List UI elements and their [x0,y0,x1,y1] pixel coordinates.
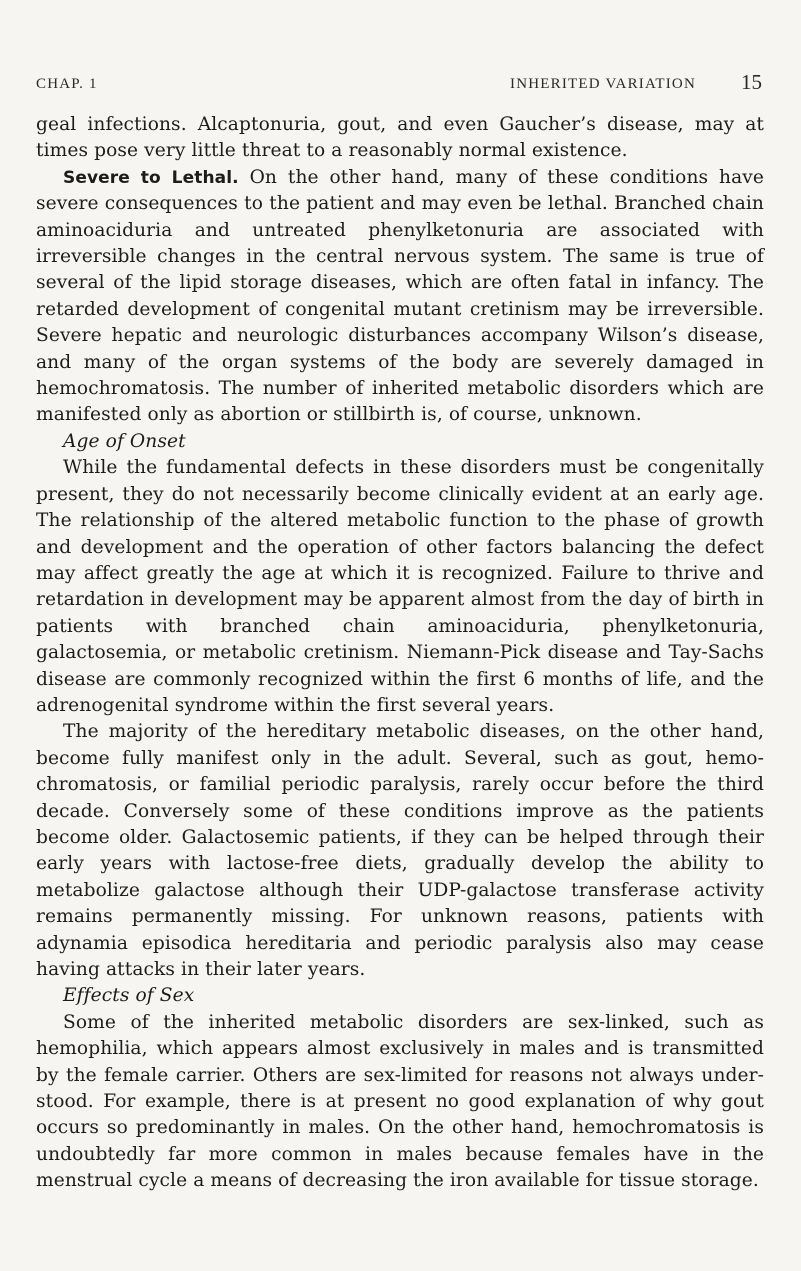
severe-paragraph-text: On the other hand, many of these conditions have severe consequences to the patient and may even be lethal. Branched chain aminoaciduria and untreated phenylketonuria are associated with irreversible changes in the central nervous system. The same is true of several of the lipid storage diseases, which are often fatal in infancy. The retarded development of congenital mutant cretinism may be irreversible. Severe hepatic and neurologic disturbances accompany Wilson’s disease, and many of the organ systems of the body are severely damaged in hemochromatosis. The number of inherited metabolic disorders which are manifested only as abortion or stillbirth is, of course, unknown. [36,166,764,426]
age-paragraph-1: While the fundamental defects in these disorders must be congenitally present, they do not necessarily become clinically evident at an early age. The relationship of the altered metabolic function to the phase of growth and development and the operation of other factors balancing the defect may affect greatly the age at which it is recognized. Failure to thrive and retardation in development may be apparent almost from the day of birth in patients with branched chain aminoaciduria, phenylketonuria, galactosemia, or metabolic cretinism. Niemann-Pick disease and Tay-Sachs disease are commonly recognized within the first 6 months of life, and the adrenogenital syndrome within the first several years. [36,457,764,716]
page-number: 15 [741,70,762,94]
sex-paragraph-1: Some of the inherited metabolic disorders are sex-linked, such as hemophilia, which appears almost exclusively in males and is transmitted by the female carrier. Others are sex-limited for reasons not always under-stood. For example, there is at present no good explanation of why gout occurs so predominantly in males. On the other hand, hemochromatosis is undoubtedly far more common in males because females have in the menstrual cycle a means of decreasing the iron available for tissue storage. [36,1011,764,1192]
running-title: INHERITED VARIATION [510,76,696,92]
running-header [36,70,764,94]
section-heading-effects-of-sex: Effects of Sex [63,985,195,1007]
section-heading-age-of-onset: Age of Onset [63,430,186,452]
chapter-label: CHAP. 1 [36,76,98,92]
continuation-paragraph: geal infections. Alcaptonuria, gout, and even Gaucher’s disease, may at times pose very little threat to a reasonably normal existence. [36,114,764,162]
body-text [36,112,764,1195]
severe-paragraph [36,165,764,429]
severe-runin-heading: Severe to Lethal. [63,167,239,188]
age-paragraph-2: The majority of the hereditary metabolic diseases, on the other hand, become fully manifest only in the adult. Several, such as gout, hemo-chromatosis, or familial periodic paralysis, rarely occur before the third decade. Conversely some of these conditions improve as the patients become older. Galactosemic patients, if they can be helped through their early years with lactose-free diets, gradually develop the ability to metabolize galactose although their UDP-galactose transferase activity remains permanently missing. For unknown reasons, patients with adynamia episodica hereditaria and periodic paralysis also may cease having attacks in their later years. [36,721,764,980]
